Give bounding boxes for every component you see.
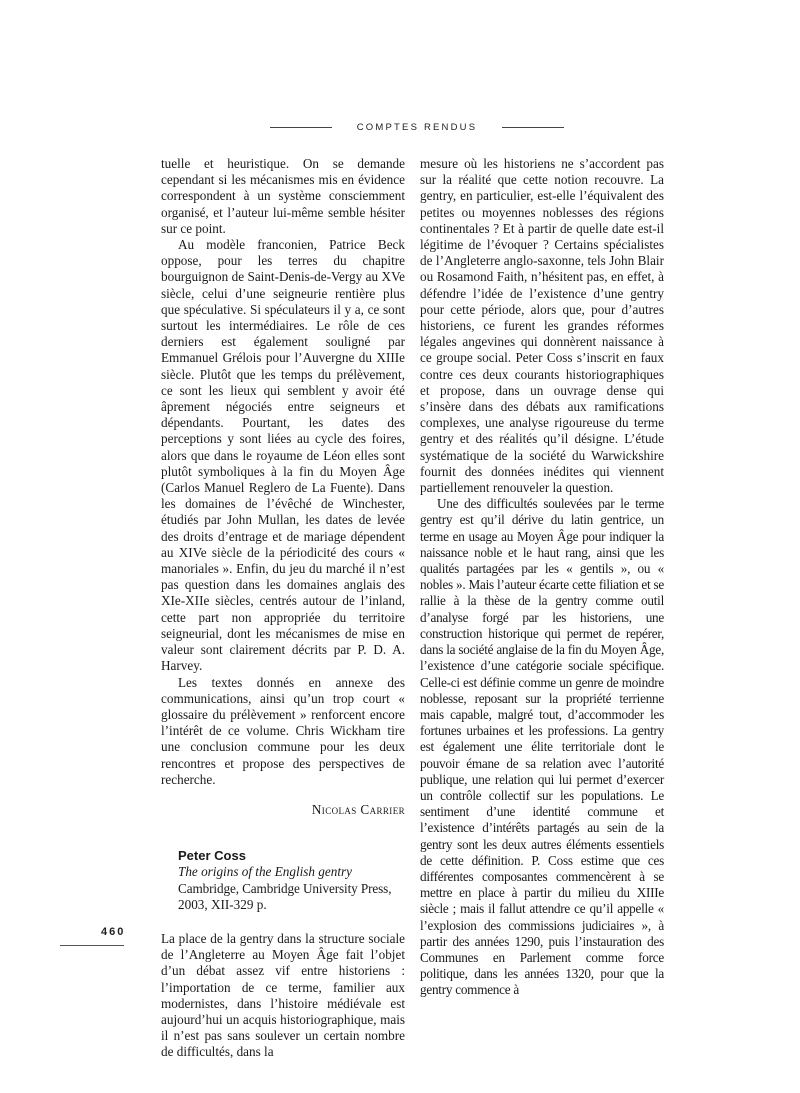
running-header [270, 122, 564, 133]
book-reference [178, 848, 405, 913]
paragraph: Les textes donnés en annexe des communications, ainsi qu’un trop court « glossaire du prélèvement » renforcent encore l’intérêt de ce volume. Chris Wickham tire une conclusion commune pour les deux rencontres et propose des perspectives de recherche. [161, 674, 405, 787]
paragraph: Au modèle franconien, Patrice Beck oppose, pour les terres du chapitre bourguignon de Saint-Denis-de-Vergy au XVe siècle, celui d’une seigneurie rentière plus que spéculative. Si spéculateurs il y a, ce sont surtout les intermédiaires. Le rôle de ces derniers est également souligné par Emmanuel Grélois pour l’Auvergne du XIIIe siècle. Plutôt que les temps du prélèvement, ce sont les lieux qui semblent y avoir été âprement négociés entre seigneurs et dépendants. Pourtant, les dates des perceptions y sont liées au cycle des foires, alors que dans le royaume de Léon elles sont plutôt symboliques à la fin du Moyen Âge (Carlos Manuel Reglero de La Fuente). Dans les domaines de l’évêché de Winchester, étudiés par John Mullan, les dates de levée des droits d’entrage et de mariage dépendent au XIVe siècle de la périodicité des cours « manoriales ». Enfin, du jeu du marché il n’est pas question dans les domaines anglais des XIe-XIIe siècles, centrés autour de l’inland, cette part non appropriée du territoire seigneurial, dont les mécanismes de mise en valeur sont clairement décrits par P. D. A. Harvey. [161, 237, 405, 674]
paragraph: Une des difficultés soulevées par le terme gentry est qu’il dérive du latin gentrice, un terme en usage au Moyen Âge pour indiquer la naissance noble et le haut rang, ainsi que les qualités partagées par les « gentils », ou « nobles ». Mais l’auteur écarte cette filiation et se rallie à la thèse de la gentry comme outil d’analyse forgé par les historiens, une construction historique qui permet de repérer, dans la société anglaise de la fin du Moyen Âge, l’existence d’une catégorie sociale spécifique. Celle-ci est définie comme un genre de moindre noblesse, reposant sur la propriété terrienne mais capable, malgré tout, d’accommoder les fortunes urbaines et les professions. La gentry est également une élite territoriale dont le pouvoir émane de sa relation avec l’autorité publique, une relation qui lui permet d’exercer un contrôle collectif sur les populations. Le sentiment d’une identité commune et l’existence d’intérêts partagés au sein de la gentry sont les deux autres éléments essentiels de cette définition. P. Coss estime que ces différentes composantes commencèrent à se mettre en place à partir du milieu du XIIIe siècle ; mais il fallut attendre ce qu’il appelle « l’explosion des commissions judiciaires », à partir des années 1290, puis l’instauration des Communes en Parlement comme force politique, dans les années 1320, pour que la gentry commence à [420, 496, 664, 998]
book-title: The origins of the English gentry [178, 864, 352, 880]
header-title: COMPTES RENDUS [356, 122, 478, 133]
review-signature: Nicolas Carrier [311, 801, 405, 817]
paragraph: La place de la gentry dans la structure sociale de l’Angleterre au Moyen Âge fait l’objet d’un débat assez vif entre historiens : l’importation de ce terme, familier aux modernistes, dans l’histoire médiévale est aujourd’hui un acquis historiographique, mais il n’est pas sans soulever un certain nombre de difficultés, dans la [161, 930, 405, 1060]
book-details: 2003, XII-329 p. [178, 896, 267, 912]
header-rule-left [270, 127, 332, 128]
book-publisher: Cambridge, Cambridge University Press, [178, 880, 392, 896]
left-column [161, 156, 405, 1061]
paragraph-continued: tuelle et heuristique. On se demande cependant si les mécanismes mis en évidence correspondent à un système consciemment organisé, et l’auteur lui-même semble hésiter sur ce point. [161, 156, 405, 236]
page-number: 460 [101, 926, 126, 938]
page-number-rule [60, 945, 124, 946]
header-rule-right [502, 127, 564, 128]
right-column [420, 156, 664, 999]
paragraph-continued: mesure où les historiens ne s’accordent pas sur la réalité que cette notion recouvre. La gentry, en particulier, est-elle l’équivalent des petites ou moyennes noblesses des régions continentales ? Et à partir de quelle date est-il légitime de l’évoquer ? Certains spécialistes de l’Angleterre anglo-saxonne, tels John Blair ou Rosamond Faith, n’hésitent pas, en effet, à défendre l’idée de l’existence d’une gentry pour cette période, alors que, pour d’autres historiens, ce furent les grandes réformes légales angevines qui donnèrent naissance à ce groupe social. Peter Coss s’inscrit en faux contre ces deux courants historiographiques et propose, dans un ouvrage dense qui s’insère dans des débats aux ramifications complexes, une analyse rigoureuse du terme gentry et des réalités qu’il désigne. L’étude systématique de la société du Warwickshire fournit des données inédites qui viennent partiellement renouveler la question. [420, 156, 664, 496]
book-author: Peter Coss [178, 848, 246, 864]
